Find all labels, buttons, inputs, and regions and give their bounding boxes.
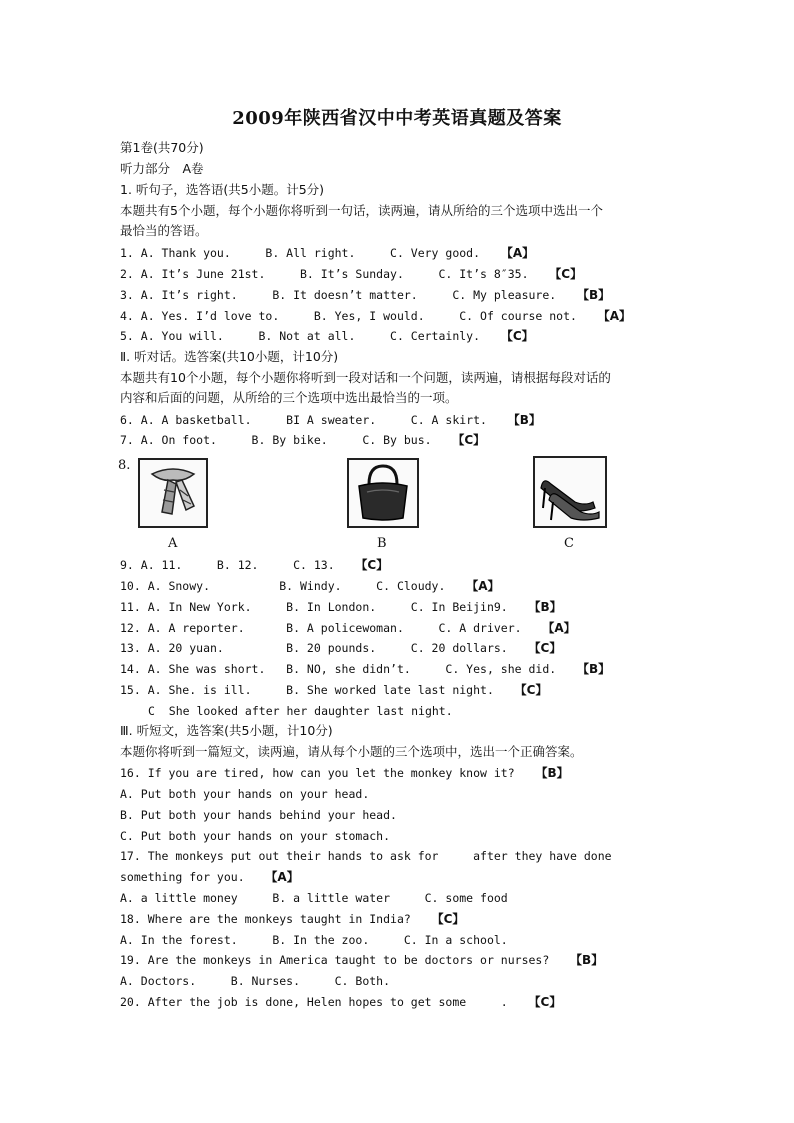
page-title: 2009年陕西省汉中中考英语真题及答案 — [232, 108, 562, 129]
question-item: 3. A. It’s right. B. It doesn’t matter. C. My pleasure. 【B】 — [120, 288, 611, 302]
question-item: 5. A. You will. B. Not at all. C. Certainly. 【C】 — [120, 329, 534, 343]
answer-key: 【A】 — [265, 870, 299, 884]
question-item: 1. A. Thank you. B. All right. C. Very good. 【A】 — [120, 246, 535, 260]
figure-label-b: B — [377, 536, 387, 551]
question-option: A. a little money B. a little water C. some food — [120, 891, 508, 905]
shoes-picture — [533, 456, 607, 528]
question-item: 4. A. Yes. I’d love to. B. Yes, I would. C. Of course not. 【A】 — [120, 309, 632, 323]
answer-key: 【C】 — [431, 912, 465, 926]
part1-heading: 1. 听句子，选答语(共5小题。计5分) — [120, 182, 325, 197]
question-item: 10. A. Snowy. B. Windy. C. Cloudy. 【A】 — [120, 579, 500, 593]
question-option: A. Put both your hands on your head. — [120, 787, 370, 801]
answer-key: 【A】 — [466, 579, 500, 593]
question-option: C She looked after her daughter last night. — [148, 704, 453, 718]
answer-key: 【B】 — [576, 662, 611, 676]
question-item: 12. A. A reporter. B. A policewoman. C. A driver. 【A】 — [120, 621, 576, 635]
figure-number: 8. — [118, 458, 131, 473]
part2-instruction: 本题共有10个小题，每个小题你将听到一段对话和一个问题，读两遍，请根据每段对话的 — [120, 370, 611, 385]
part3-heading: Ⅲ. 听短文，选答案(共5小题，计10分) — [120, 723, 333, 738]
answer-key: 【C】 — [514, 683, 548, 697]
part2-heading: Ⅱ. 听对话。选答案(共10小题，计10分) — [120, 349, 339, 364]
question-8-figure — [120, 452, 610, 554]
question-item: 13. A. 20 yuan. B. 20 pounds. C. 20 dollars. 【C】 — [120, 641, 562, 655]
answer-key: 【B】 — [576, 288, 611, 302]
question-item: 14. A. She was short. B. NO, she didn’t. C. Yes, she did. 【B】 — [120, 662, 611, 676]
handbag-icon — [349, 460, 417, 526]
question-item: 7. A. On foot. B. By bike. C. By bus. 【C】 — [120, 433, 486, 447]
question-item: 6. A. A basketball. BI A sweater. C. A skirt. 【B】 — [120, 413, 541, 427]
scarf-icon — [140, 460, 206, 526]
question-option: A. Doctors. B. Nurses. C. Both. — [120, 974, 391, 988]
answer-key: 【C】 — [528, 641, 562, 655]
handbag-picture — [347, 458, 419, 528]
high-heel-shoes-icon — [535, 458, 605, 526]
answer-key: 【C】 — [549, 267, 583, 281]
answer-key: 【C】 — [528, 995, 562, 1009]
answer-key: 【B】 — [528, 600, 562, 614]
question-option: A. In the forest. B. In the zoo. C. In a school. — [120, 933, 508, 947]
answer-key: 【B】 — [570, 953, 604, 967]
answer-key: 【A】 — [542, 621, 576, 635]
question-item: 16. If you are tired, how can you let the monkey know it? 【B】 — [120, 766, 569, 780]
figure-label-a: A — [168, 536, 178, 551]
question-item: 19. Are the monkeys in America taught to be doctors or nurses? 【B】 — [120, 953, 604, 967]
answer-key: 【B】 — [507, 413, 541, 427]
question-item: 2. A. It’s June 21st. B. It’s Sunday. C. It’s 8″35. 【C】 — [120, 267, 583, 281]
question-option: B. Put both your hands behind your head. — [120, 808, 397, 822]
question-item: something for you. 【A】 — [120, 870, 299, 884]
answer-key: 【C】 — [355, 558, 389, 572]
answer-key: 【C】 — [452, 433, 486, 447]
question-item: 20. After the job is done, Helen hopes to get some . 【C】 — [120, 995, 562, 1009]
question-item: 18. Where are the monkeys taught in India? 【C】 — [120, 912, 465, 926]
figure-label-c: C — [564, 536, 574, 551]
question-item: 15. A. She. is ill. B. She worked late last night. 【C】 — [120, 683, 548, 697]
volume-heading: 第1卷(共70分) — [120, 140, 204, 155]
answer-key: 【B】 — [535, 766, 569, 780]
scarf-picture — [138, 458, 208, 528]
answer-key: 【A】 — [500, 246, 535, 260]
question-option: C. Put both your hands on your stomach. — [120, 829, 391, 843]
question-item: 11. A. In New York. B. In London. C. In Beijin9. 【B】 — [120, 600, 562, 614]
part2-instruction-cont: 内容和后面的问题，从所给的三个选项中选出最恰当的一项。 — [120, 390, 458, 405]
question-item: 17. The monkeys put out their hands to ask for after they have done — [120, 849, 612, 863]
answer-key: 【A】 — [597, 309, 632, 323]
listening-heading: 听力部分 A卷 — [120, 161, 204, 176]
part3-instruction: 本题你将听到一篇短文，读两遍，请从每个小题的三个选项中，选出一个正确答案。 — [120, 744, 583, 759]
question-item: 9. A. 11. B. 12. C. 13. 【C】 — [120, 558, 389, 572]
answer-key: 【C】 — [500, 329, 534, 343]
part1-instruction-cont: 最恰当的答语。 — [120, 223, 208, 238]
part1-instruction: 本题共有5个小题，每个小题你将听到一句话，读两遍，请从所给的三个选项中选出一个 — [120, 203, 603, 218]
